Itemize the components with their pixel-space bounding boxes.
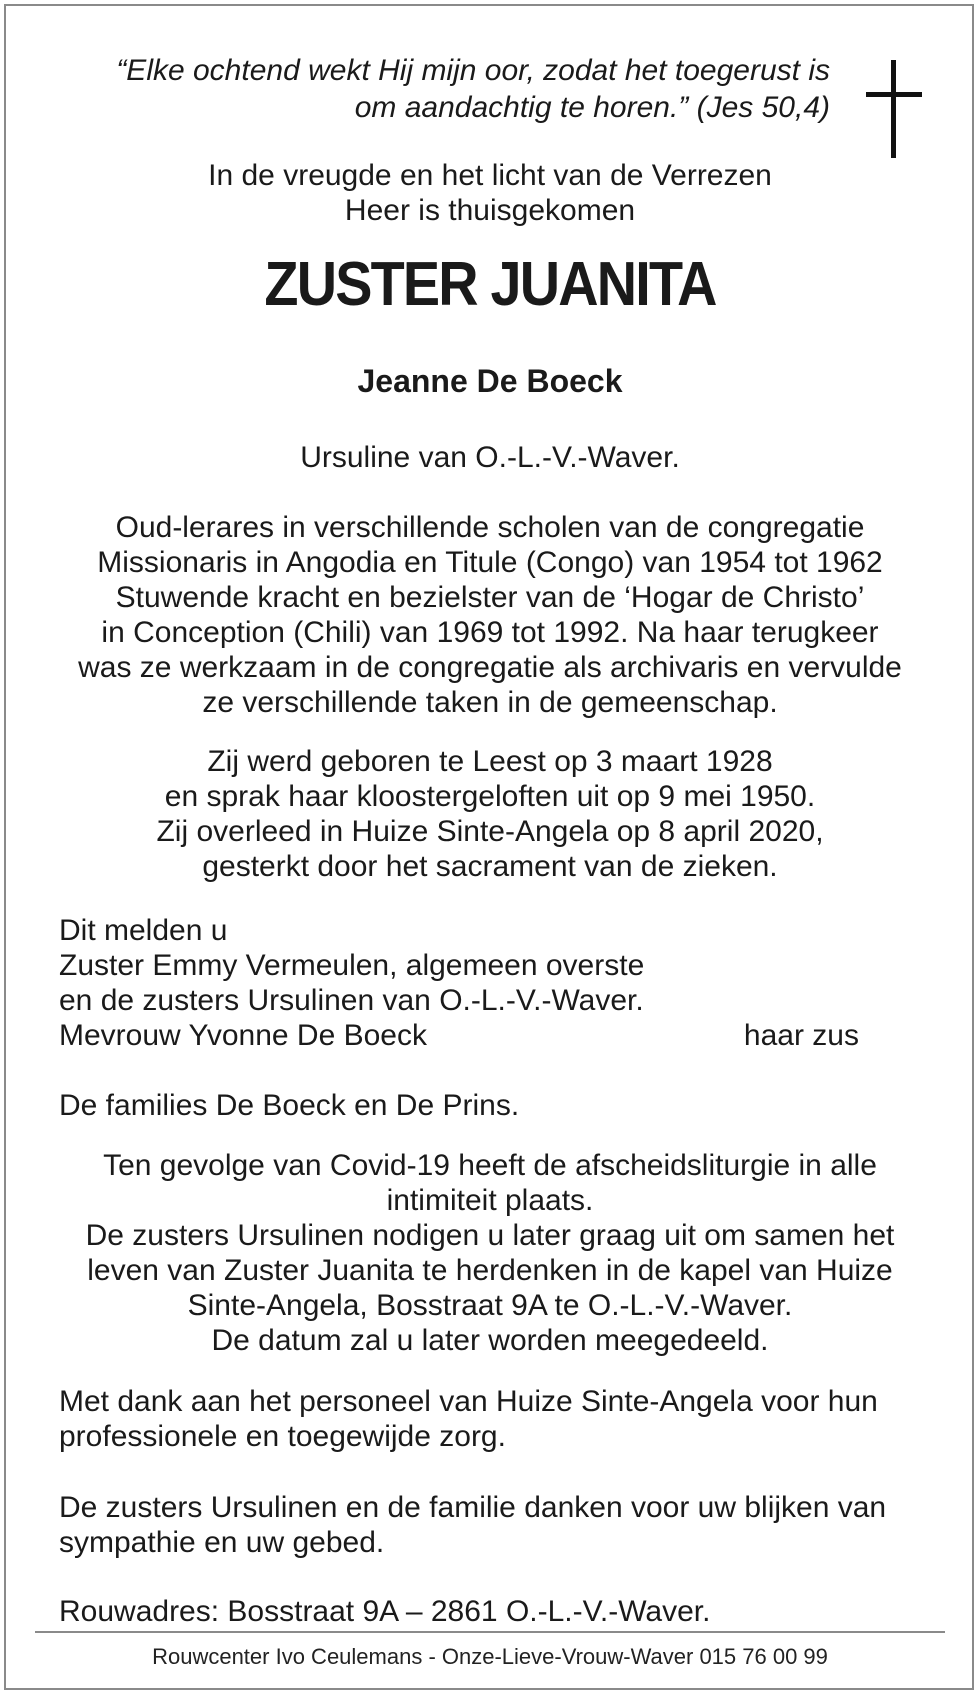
covid-line: Ten gevolge van Covid-19 heeft de afscheidsliturgie in alle — [103, 1149, 877, 1182]
bio-line: Missionaris in Angodia en Titule (Congo) van 1954 tot 1962 — [97, 546, 883, 579]
biography — [40, 510, 940, 720]
covid-line: intimiteit plaats. — [386, 1184, 594, 1217]
covid-line: Sinte-Angela, Bosstraat 9A te O.-L.-V.-Waver. — [187, 1289, 793, 1322]
dates-line: en sprak haar kloostergeloften uit op 9 mei 1950. — [164, 780, 816, 813]
bible-quote — [70, 52, 830, 126]
bio-line: was ze werkzaam in de congregatie als archivaris en vervulde — [78, 651, 902, 684]
sister-relation: haar zus — [743, 1019, 859, 1052]
sister-name: Mevrouw Yvonne De Boeck — [59, 1019, 427, 1052]
thanks-line: sympathie en uw gebed. — [59, 1526, 385, 1559]
bio-line: Stuwende kracht en bezielster van de ‘Hogar de Christo’ — [115, 581, 865, 614]
thanks-line: professionele en toegewijde zorg. — [59, 1420, 506, 1453]
bio-line: Oud-lerares in verschillende scholen van de congregatie — [115, 511, 865, 544]
funeral-home-footer: Rouwcenter Ivo Ceulemans - Onze-Lieve-Vrouw-Waver 015 76 00 99 — [152, 1644, 828, 1669]
covid-line: De zusters Ursulinen nodigen u later graag uit om samen het — [85, 1219, 895, 1252]
covid-line: leven van Zuster Juanita te herdenken in de kapel van Huize — [87, 1254, 893, 1287]
cross-icon — [866, 60, 922, 158]
dates-line: Zij werd geboren te Leest op 3 maart 1928 — [207, 745, 773, 778]
thanks-line: De zusters Ursulinen en de familie danken voor uw blijken van — [59, 1491, 887, 1524]
announcers — [59, 913, 939, 1053]
life-dates — [40, 744, 940, 884]
sister-row — [59, 1018, 859, 1053]
religious-order: Ursuline van O.-L.-V.-Waver. — [300, 441, 680, 474]
thanks-line: Met dank aan het personeel van Huize Sinte-Angela voor hun — [59, 1385, 878, 1418]
thanks-sympathy — [59, 1490, 939, 1560]
quote-line-2: om aandachtig te horen.” (Jes 50,4) — [354, 91, 830, 124]
bio-line: in Conception (Chili) van 1969 tot 1992. Na haar terugkeer — [101, 616, 879, 649]
intro-line-2: Heer is thuisgekomen — [344, 194, 636, 227]
intro-text — [40, 158, 940, 228]
covid-line: De datum zal u later worden meegedeeld. — [211, 1324, 769, 1357]
announce-line-1: Dit melden u — [59, 914, 228, 947]
families: De families De Boeck en De Prins. — [59, 1089, 520, 1122]
footer-divider — [35, 1631, 945, 1633]
dates-line: gesterkt door het sacrament van de zieken. — [202, 850, 778, 883]
quote-line-1: “Elke ochtend wekt Hij mijn oor, zodat het toegerust is — [116, 54, 830, 87]
bio-line: ze verschillende taken in de gemeenschap. — [202, 686, 778, 719]
intro-line-1: In de vreugde en het licht van de Verrezen — [208, 159, 772, 192]
civil-name: Jeanne De Boeck — [357, 363, 623, 399]
deceased-name: ZUSTER JUANITA — [264, 250, 716, 319]
covid-notice — [40, 1148, 940, 1358]
dates-line: Zij overleed in Huize Sinte-Angela op 8 april 2020, — [156, 815, 824, 848]
thanks-staff — [59, 1384, 939, 1454]
announce-line-2: Zuster Emmy Vermeulen, algemeen overste — [59, 949, 645, 982]
announce-line-3: en de zusters Ursulinen van O.-L.-V.-Waver. — [59, 984, 644, 1017]
mourning-address: Rouwadres: Bosstraat 9A – 2861 O.-L.-V.-Waver. — [59, 1595, 711, 1628]
